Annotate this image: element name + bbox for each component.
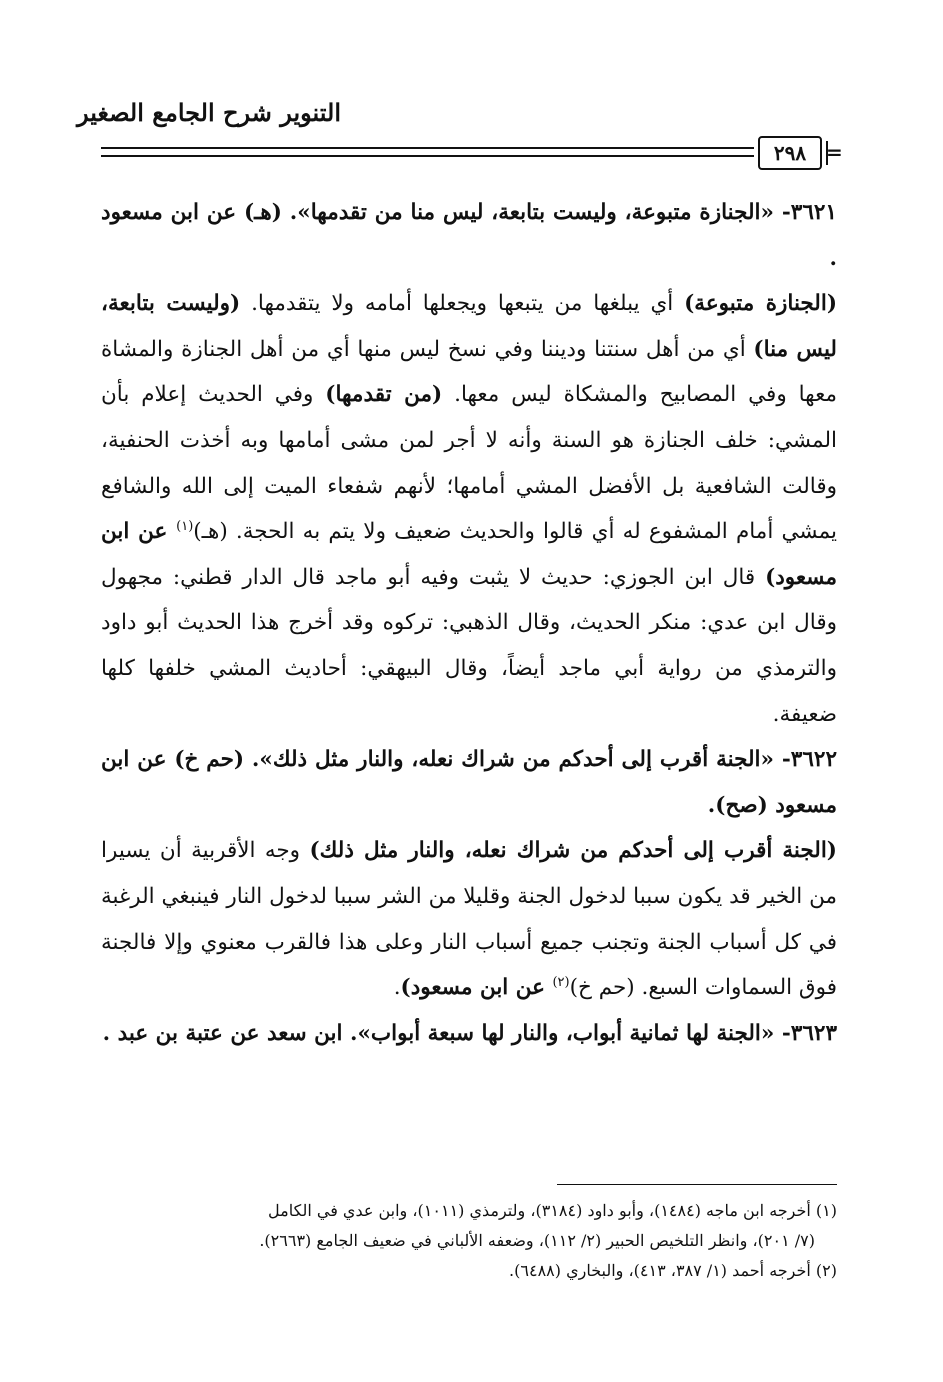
- footnote-2: (٢) أخرجه أحمد (١/ ٣٨٧، ٤١٣)، والبخاري (٦٤٨٨).: [509, 1261, 837, 1280]
- footnote-ref: (١): [176, 519, 194, 534]
- footnote-ref: (٢): [552, 974, 570, 990]
- page-number: ٢٩٨: [758, 136, 822, 170]
- footnote-1-line-2: (٧/ ٢٠١)، وانظر التلخيص الحبير (٢/ ١١٢)، وضعفه الألباني في ضعيف الجامع (٢٦٦٣).: [259, 1231, 815, 1250]
- header-rule: [101, 147, 754, 157]
- quoted-matn: (من تقدمها): [325, 382, 443, 408]
- hadith-3621: [101, 190, 837, 281]
- quoted-matn: (الجنازة متبوعة): [684, 291, 838, 317]
- main-text: [101, 190, 837, 1056]
- hadith-3622: [101, 737, 837, 828]
- hadith-3623: [101, 1011, 837, 1057]
- hadith-text: «الجنة أقرب إلى أحدكم من شراك نعله، والنار مثل ذلك». (حم خ) عن ابن مسعود (صح).: [101, 747, 837, 818]
- header-rule-cap: =: [826, 140, 843, 164]
- commentary-text: .: [393, 975, 401, 1001]
- commentary-text: قال ابن الجوزي: حديث لا يثبت وفيه أبو ماجد قال الدار قطني: مجهول وقال ابن عدي: منكر الحديث، وقال الذهبي: تركوه وقد أخرج هذا الحديث أبو داود والترمذي من رواية أبي ماجد أيضاً، وقال البيهقي: أحاديث المشي خلفها كلها ضعيفة.: [101, 564, 837, 727]
- hadith-text: «الجنازة متبوعة، وليست بتابعة، ليس منا من تقدمها». (هـ) عن ابن مسعود .: [101, 200, 837, 271]
- hadith-text: «الجنة لها ثمانية أبواب، والنار لها سبعة أبواب». ابن سعد عن عتبة بن عبد .: [102, 1020, 775, 1046]
- footnotes: [101, 1196, 837, 1286]
- quoted-matn: عن ابن مسعود): [101, 519, 837, 590]
- commentary-text: أي يبلغها من يتبعها ويجعلها أمامه ولا يتقدمها.: [240, 291, 685, 317]
- commentary-text: أي من أهل سنتنا وديننا وفي نسخ ليس منها أي من أهل الجنازة والمشاة معها وفي المصابيح والمشكاة ليس معها.: [101, 336, 837, 408]
- commentary-3622: [101, 828, 837, 1010]
- quoted-matn: (الجنة أقرب إلى أحدكم من شراك نعله، والنار مثل ذلك): [309, 838, 837, 864]
- commentary-3621: [101, 281, 837, 737]
- footnote-rule: [557, 1184, 837, 1185]
- quoted-matn: (وليست بتابعة، ليس منا): [101, 291, 837, 362]
- commentary-text: وجه الأقربية أن يسيرا من الخير قد يكون سببا لدخول الجنة وقليلا من الشر سببا لدخول النار فينبغي الرغبة في كل أسباب الجنة وتجنب جميع أسباب النار وعلى هذا فالقرب معنوي وإلا فالجنة فوق السماوات السبع. (حم خ): [100, 838, 837, 1001]
- hadith-number: ٣٦٢٣-: [781, 1020, 837, 1046]
- running-title: التنوير شرح الجامع الصغير: [77, 98, 341, 127]
- commentary-text: وفي الحديث إعلام بأن المشي: خلف الجنازة هو السنة وأنه لا أجر لمن مشى أمامها وبه أخذت الحنفية، وقالت الشافعية بل الأفضل المشي أمامها؛ لأنهم شفعاء الميت إلى الله والشافع يمشي أمام المشفوع له أي قالوا والحديث ضعيف ولا يتم به الحجة. (هـ): [101, 382, 837, 545]
- quoted-matn: عن ابن مسعود): [400, 975, 553, 1001]
- footnote-1-line-1: (١) أخرجه ابن ماجه (١٤٨٤)، وأبو داود (٣١٨٤)، ولترمذي (١٠١١)، وابن عدي في الكامل: [268, 1201, 837, 1220]
- hadith-number: ٣٦٢١-: [781, 200, 837, 225]
- hadith-number: ٣٦٢٢-: [781, 747, 837, 773]
